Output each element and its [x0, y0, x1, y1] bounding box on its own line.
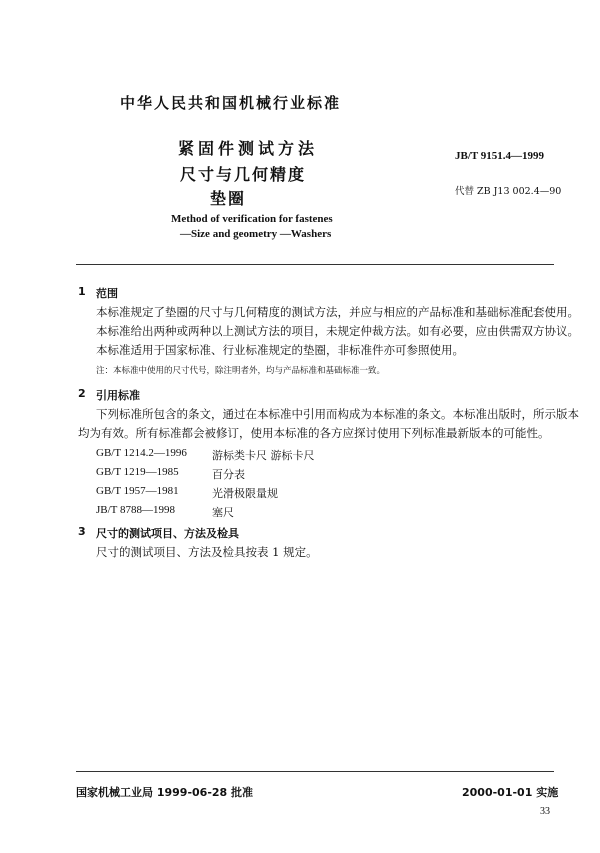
industry-standard-heading: 中华人民共和国机械行业标准 [120, 94, 342, 112]
reference-name: 游标类卡尺 游标卡尺 [212, 449, 315, 462]
document-title-line3: 垫圈 [210, 189, 247, 208]
approval-date: 国家机械工业局 1999-06-28 批准 [76, 786, 254, 799]
reference-code: JB/T 8788—1998 [96, 504, 175, 516]
standard-number: JB/T 9151.4—1999 [455, 150, 545, 162]
reference-name: 光滑极限量规 [212, 487, 278, 500]
section-1-number: 1 [78, 285, 86, 298]
section-3-number: 3 [78, 525, 86, 538]
section-3-title: 尺寸的测试项目、方法及检具 [96, 527, 239, 540]
section-1-note: 注：本标准中使用的尺寸代号，除注明者外，均与产品标准和基础标准一致。 [96, 366, 386, 376]
reference-name: 百分表 [212, 468, 245, 481]
reference-name: 塞尺 [212, 506, 234, 519]
document-title-line2: 尺寸与几何精度 [180, 165, 307, 184]
section-3-paragraph: 尺寸的测试项目、方法及检具按表 1 规定。 [96, 545, 318, 559]
section-1-title: 范围 [96, 287, 118, 300]
section-2-intro-line1: 下列标准所包含的条文，通过在本标准中引用而构成为本标准的条文。本标准出版时，所示版本 [96, 407, 579, 421]
section-2-title: 引用标准 [96, 389, 140, 402]
replaces-standard: 代替 ZB J13 002.4—90 [455, 186, 562, 197]
english-title-line2: —Size and geometry —Washers [180, 228, 332, 240]
section-2-number: 2 [78, 387, 86, 400]
document-title-line1: 紧固件测试方法 [178, 139, 319, 158]
header-divider [76, 264, 554, 265]
reference-code: GB/T 1957—1981 [96, 485, 179, 497]
english-title-line1: Method of verification for fastenes [171, 213, 333, 225]
implementation-date: 2000-01-01 实施 [462, 786, 559, 799]
section-1-paragraph: 本标准适用于国家标准、行业标准规定的垫圈，非标准件亦可参照使用。 [96, 343, 464, 357]
section-2-intro-line2: 均为有效。所有标准都会被修订，使用本标准的各方应探讨使用下列标准最新版本的可能性。 [78, 426, 550, 440]
section-1-paragraph: 本标准规定了垫圈的尺寸与几何精度的测试方法，并应与相应的产品标准和基础标准配套使用。 [96, 305, 579, 319]
footer-divider [76, 771, 554, 772]
reference-code: GB/T 1219—1985 [96, 466, 179, 478]
page-number: 33 [540, 806, 550, 817]
reference-code: GB/T 1214.2—1996 [96, 447, 187, 459]
section-1-paragraph: 本标准给出两种或两种以上测试方法的项目，未规定仲裁方法。如有必要，应由供需双方协议。 [96, 324, 579, 338]
